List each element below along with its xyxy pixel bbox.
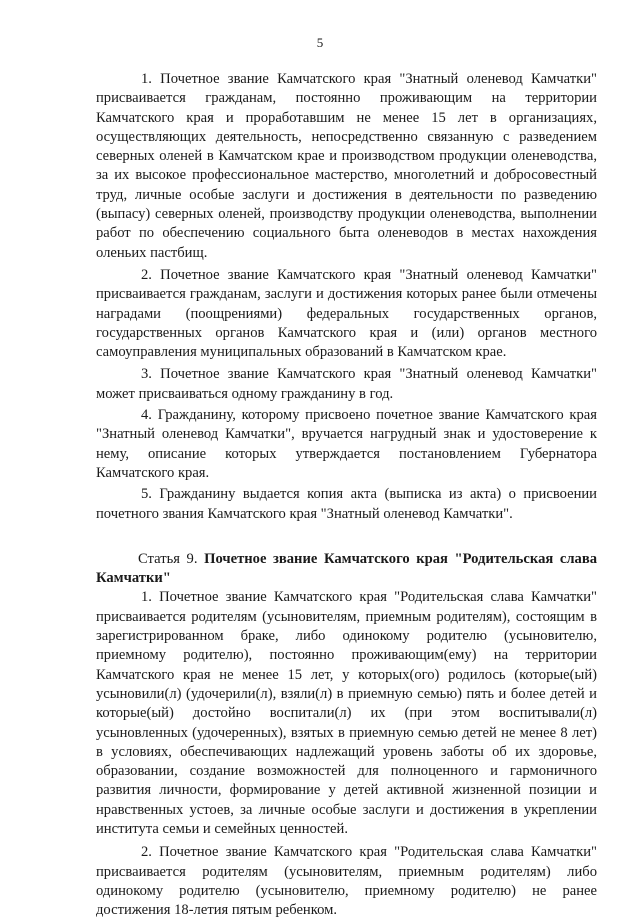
section-8-item-3: 3. Почетное звание Камчатского края "Знатный оленевод Камчатки" может присваиваться одному гражданину в год. [96,366,597,402]
article-9-heading [96,550,597,589]
article-9-item-1: 1. Почетное звание Камчатского края "Родительская слава Камчатки" присваивается родителям (усыновителям, приемным родителям), состоящим в зарегистрированном браке, либо одинокому родителю (усыновителю, приемному родителю), постоянно проживающим(ему) на территории Камчатского края не менее 15 лет, у которых(ого) родилось (которые(ый) усыновили(л) (удочерили(л), взяли(л) в приемную семью) пять и более детей и которые(ый) достойно воспитали(л) их (при этом воспитывали(л) усыновленных (удочеренных), взятых в приемную семью детей не менее 8 лет) в условиях, обеспечивающих надлежащий уровень заботы об их здоровье, образовании, создание возможностей для полноценного и гармоничного развития личности, формирование у детей активной жизненной позиции и нравственных устоев, за личные особые заслуги и достижения в укреплении института семьи и семейных ценностей. [96,589,597,837]
article-9-prefix: Статья 9. [138,550,198,567]
section-8-item-5: 5. Гражданину выдается копия акта (выписка из акта) о присвоении почетного звания Камчатского края "Знатный оленевод Камчатки". [96,486,597,522]
page-number: 5 [316,35,324,50]
section-8-item-2: 2. Почетное звание Камчатского края "Знатный оленевод Камчатки" присваивается гражданам, заслуги и достижения которых ранее были отмечены наградами (поощрениями) федеральных государственных органов, государственных органов Камчатского края и (или) органов местного самоуправления муниципальных образований в Камчатском крае. [96,266,597,361]
section-8-item-4: 4. Гражданину, которому присвоено почетное звание Камчатского края "Знатный оленевод Камчатки", вручается нагрудный знак и удостоверение к нему, описание которых утверждается постановлением Губернатора Камчатского края. [96,407,597,481]
article-9-title: Почетное звание Камчатского края "Родительская слава Камчатки" [96,550,597,587]
article-9-item-2: 2. Почетное звание Камчатского края "Родительская слава Камчатки" присваивается родителям (усыновителям, приемным родителям) либо одинокому родителю (усыновителю, приемному родителю) не ранее достижения 18-летия пятым ребенком. [96,844,597,919]
document-body [96,70,597,920]
section-8-item-1: 1. Почетное звание Камчатского края "Знатный оленевод Камчатки" присваивается гражданам, постоянно проживающим на территории Камчатского края и проработавшим не менее 15 лет в организациях, осуществляющих деятельность, непосредственно связанную с разведением северных оленей в Камчатском крае и производством продукции оленеводства, за их высокое профессиональное мастерство, многолетний и добросовестный труд, личные особые заслуги и достижения в деятельности по разведению (выпасу) северных оленей, производству продукции оленеводства, выполнении работ по обеспечению социального быта оленеводов в местах нахождения оленьих пастбищ. [96,71,597,261]
